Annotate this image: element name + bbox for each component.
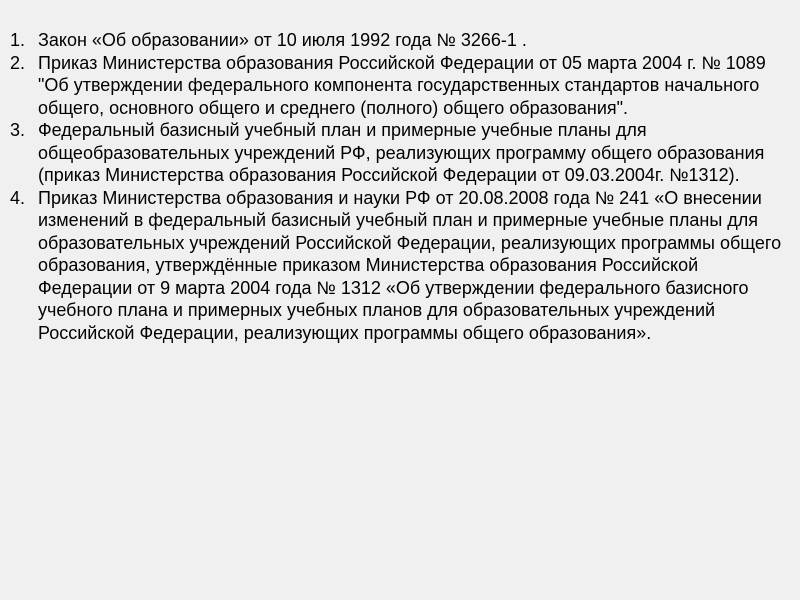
reference-number: 4. [10, 187, 26, 208]
reference-text: Федеральный базисный учебный план и примерные учебные планы для общеобразовательных учреждений РФ, реализующих программу общего образования (приказ Министерства образования Российской Федерации от 09.03.2004г. №1312). [38, 120, 765, 185]
reference-item-3 [10, 119, 788, 187]
reference-number: 2. [10, 52, 26, 73]
reference-number: 3. [10, 120, 26, 140]
reference-list [10, 29, 788, 344]
reference-item-1 [10, 29, 788, 52]
reference-text: Приказ Министерства образования Российской Федерации от 05 марта 2004 г. № 1089 "Об утверждении федерального компонента государственных стандартов начального общего, основного общего и среднего (полного) общего образования". [38, 52, 766, 118]
reference-text: Приказ Министерства образования и науки РФ от 20.08.2008 года № 241 «О внесении изменений в федеральный базисный учебный план и примерные учебные планы для образовательных учреждений Российской Федерации, реализующих программы общего образования, утверждённые приказом Министерства образования Российской Федерации от 9 марта 2004 года № 1312 «Об утверждении федерального базисного учебного плана и примерных учебных планов для образовательных учреждений Российской Федерации, реализующих программы общего образования». [38, 187, 782, 343]
reference-item-4 [10, 187, 788, 345]
reference-text: Закон «Об образовании» от 10 июля 1992 года № 3266-1 . [38, 30, 527, 50]
reference-item-2 [10, 52, 788, 120]
reference-number: 1. [10, 30, 26, 50]
